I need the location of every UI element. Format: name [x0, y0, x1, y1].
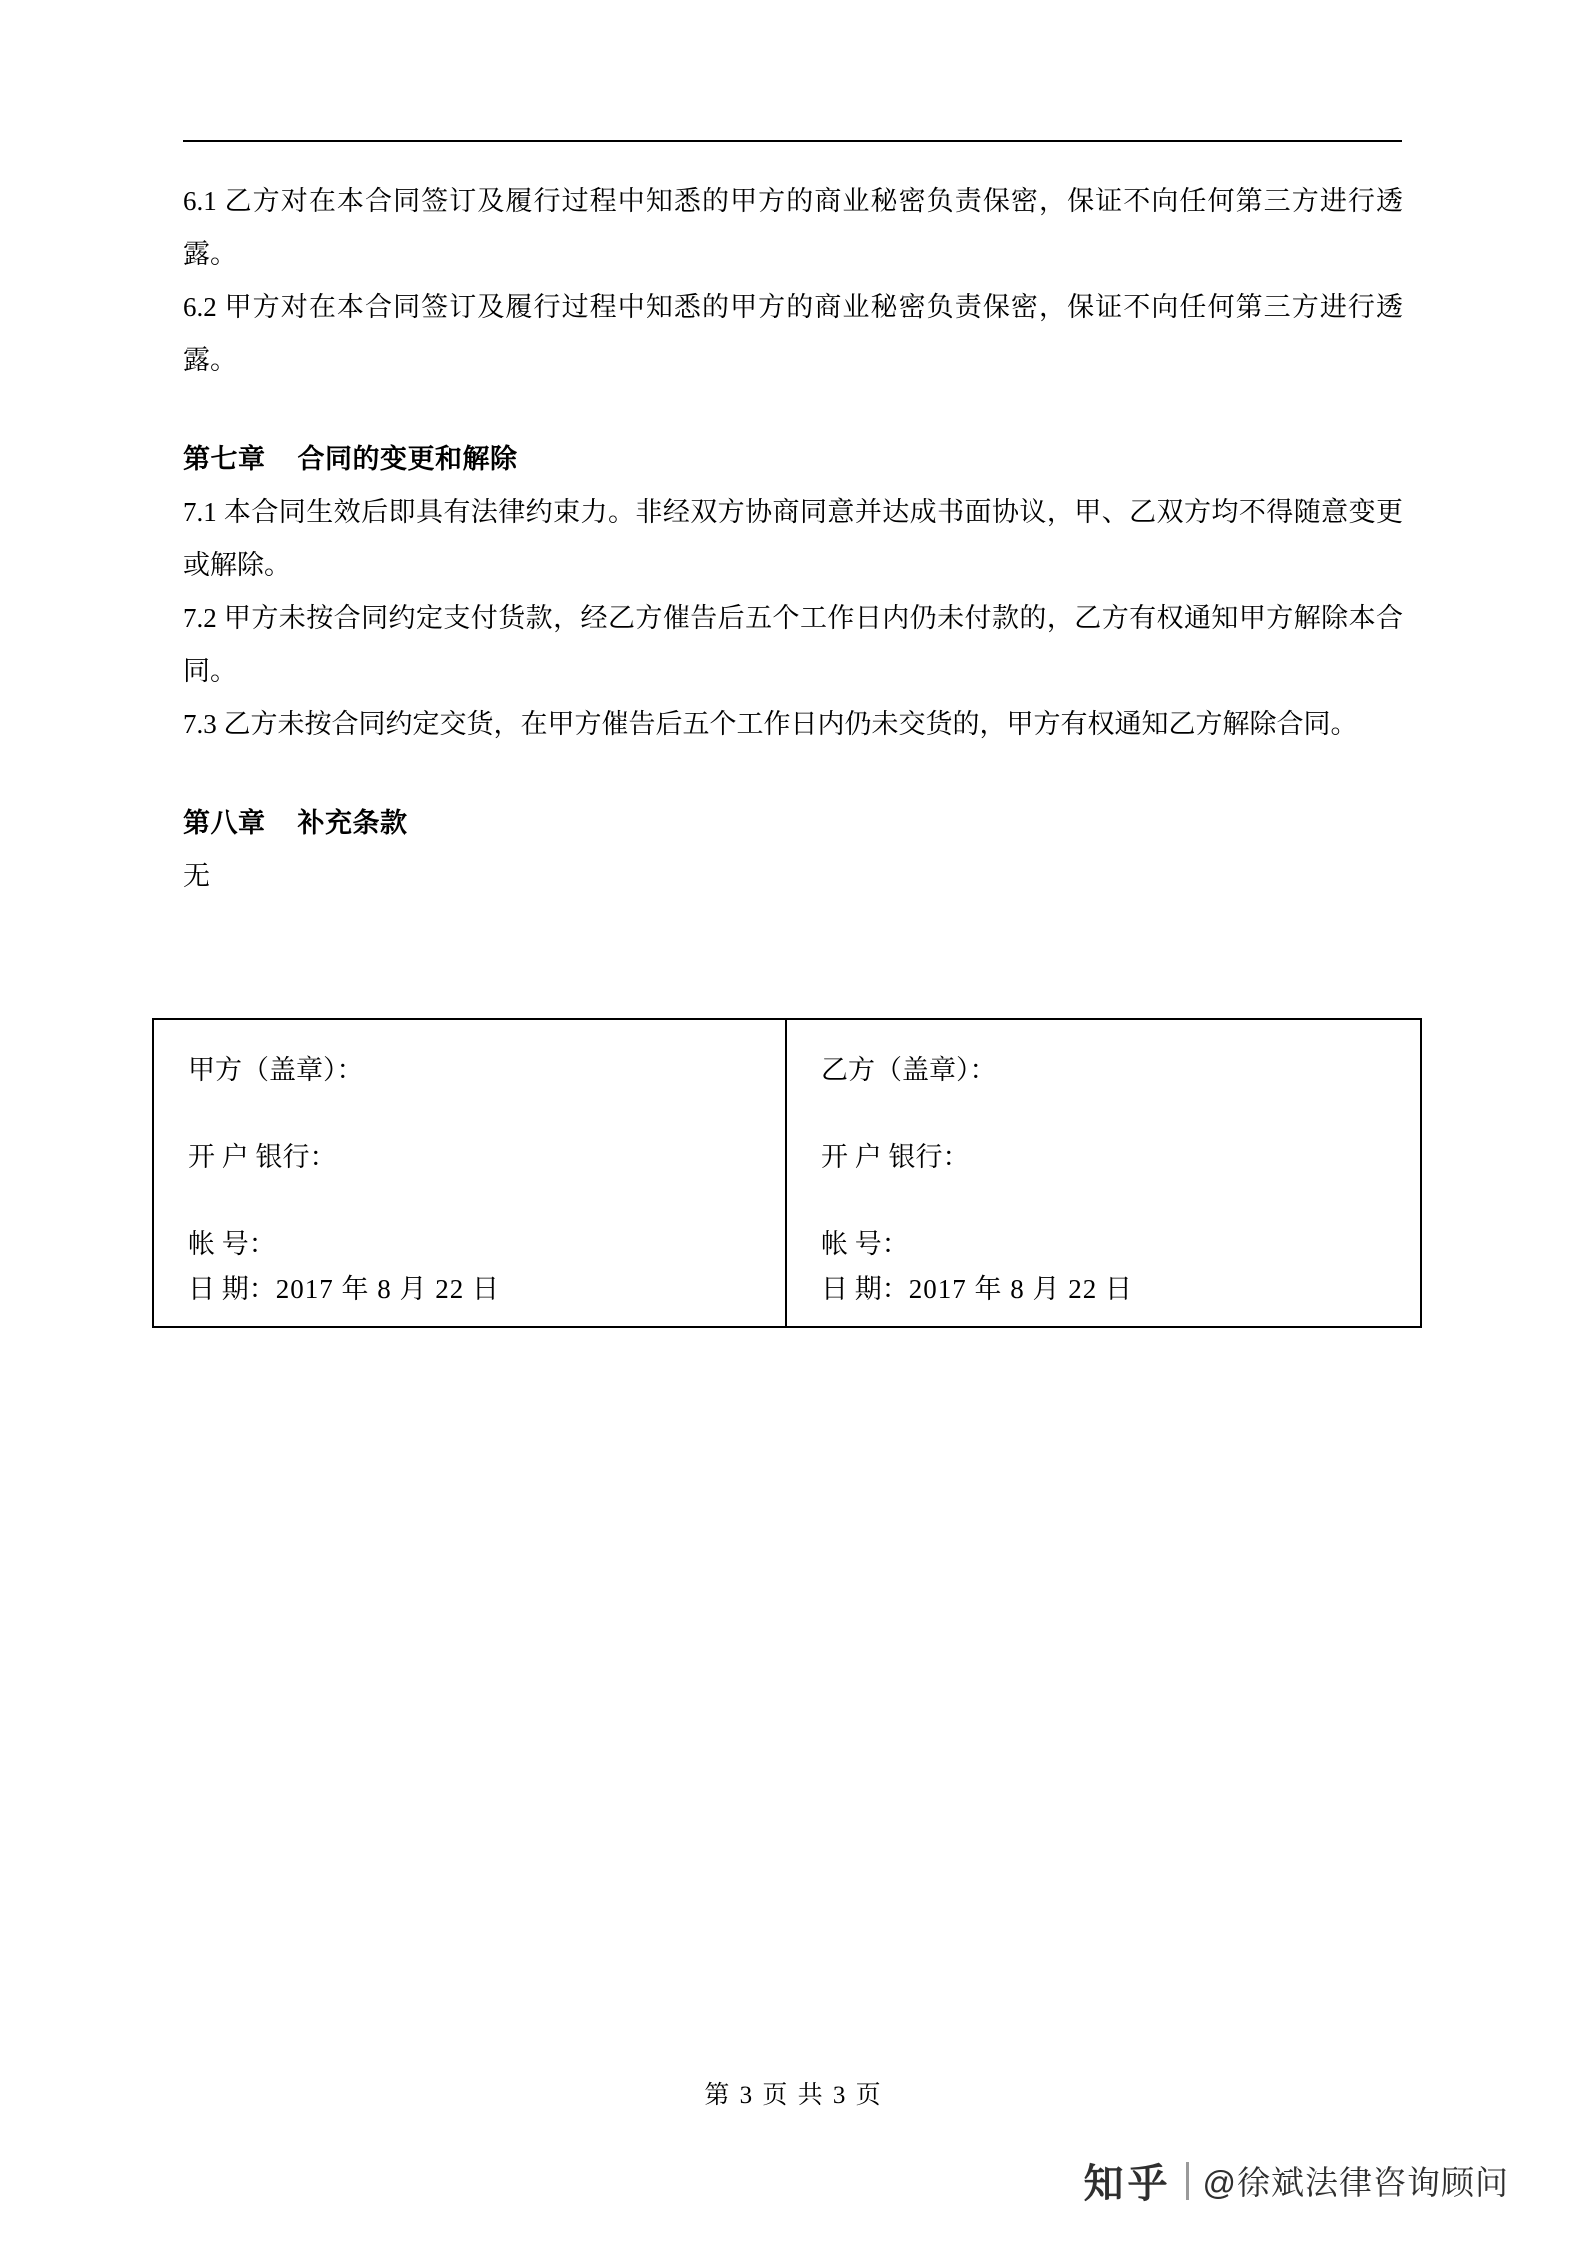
paragraph-6-1: 6.1 乙方对在本合同签订及履行过程中知悉的甲方的商业秘密负责保密，保证不向任何第三方进行透露。 [183, 186, 1403, 269]
page-footer: 第 3 页 共 3 页 [704, 2082, 883, 2109]
chapter-8-body: 无 [183, 861, 210, 891]
document-body [183, 175, 1403, 903]
party-a-date-label: 日 期： [188, 1274, 276, 1304]
signature-cell-party-a [154, 1020, 787, 1326]
chapter-7-title: 合同的变更和解除 [297, 444, 518, 474]
party-a-date-value[interactable]: 2017 年 8 月 22 日 [275, 1274, 500, 1304]
clause-7-1: 7.1 本合同生效后即具有法律约束力。非经双方协商同意并达成书面协议，甲、乙双方均不得随意变更或解除。 [183, 497, 1403, 580]
chapter-8-title: 补充条款 [297, 808, 408, 838]
party-a-date-row [188, 1269, 785, 1310]
party-b-account-label: 帐 号： [821, 1229, 909, 1259]
party-b-bank-row [821, 1137, 1420, 1178]
party-b-date-row [821, 1269, 1420, 1310]
spacer [183, 751, 1403, 797]
chapter-8-number: 第八章 [183, 808, 266, 838]
party-a-seal-label: 甲方（盖章）： [188, 1055, 364, 1085]
party-a-bank-row [188, 1137, 785, 1178]
party-b-bank-label: 开 户 银行： [821, 1142, 970, 1172]
party-b-date-label: 日 期： [821, 1274, 909, 1304]
chapter-7-heading [183, 433, 1403, 486]
header-rule [183, 140, 1402, 142]
clause-7-2: 7.2 甲方未按合同约定支付货款，经乙方催告后五个工作日内仍未付款的，乙方有权通知甲方解除本合同。 [183, 603, 1403, 686]
party-a-account-row [188, 1224, 785, 1265]
signature-table [152, 1018, 1422, 1328]
watermark-handle: @徐斌法律咨询顾问 [1202, 2164, 1509, 2201]
spacer [183, 387, 1403, 433]
party-b-account-row [821, 1224, 1420, 1265]
party-a-bank-label: 开 户 银行： [188, 1142, 337, 1172]
paragraph-6-2: 6.2 甲方对在本合同签订及履行过程中知悉的甲方的商业秘密负责保密，保证不向任何第三方进行透露。 [183, 292, 1403, 375]
signature-cell-party-b [787, 1020, 1420, 1326]
watermark-divider [1186, 2162, 1189, 2200]
party-b-date-value[interactable]: 2017 年 8 月 22 日 [908, 1274, 1133, 1304]
party-b-seal-label: 乙方（盖章）： [821, 1055, 997, 1085]
clause-7-3: 7.3 乙方未按合同约定交货，在甲方催告后五个工作日内仍未交货的，甲方有权通知乙方解除合同。 [183, 709, 1358, 739]
zhihu-logo-icon: 知乎 [1083, 2162, 1172, 2206]
party-a-account-label: 帐 号： [188, 1229, 276, 1259]
chapter-7-number: 第七章 [183, 444, 266, 474]
chapter-8-heading [183, 797, 1403, 850]
watermark [1084, 2152, 1510, 2209]
